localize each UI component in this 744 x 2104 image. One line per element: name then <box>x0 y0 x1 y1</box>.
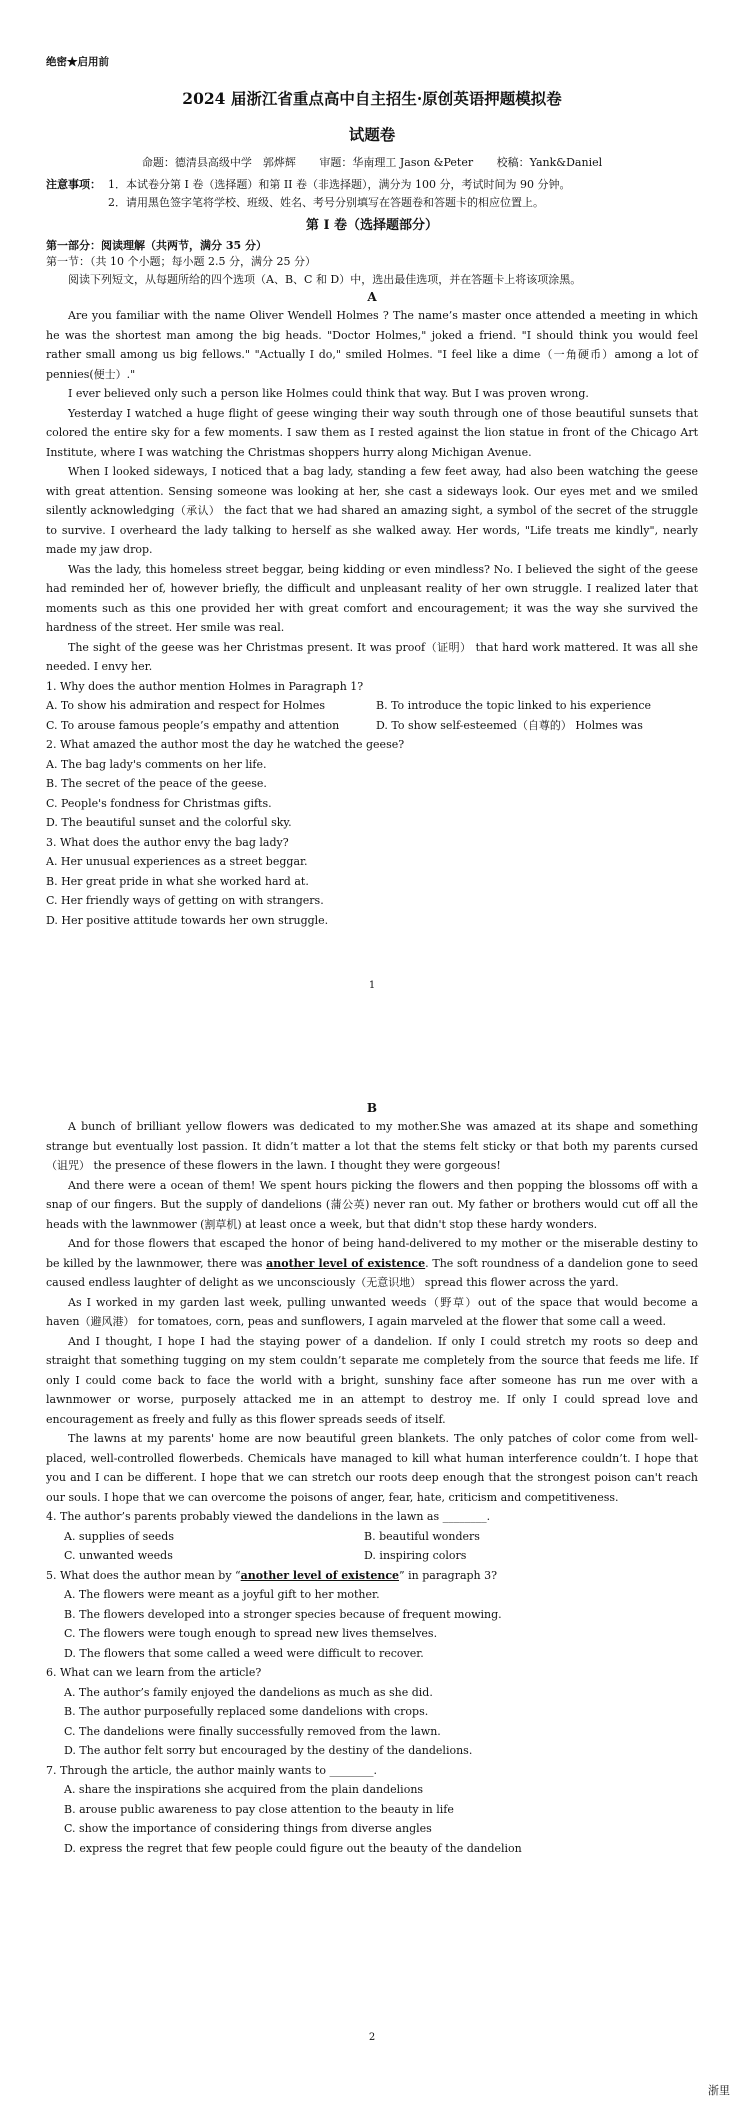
option-a: A. Her unusual experiences as a street beggar. <box>46 855 308 868</box>
notice-item: 1．本试卷分第 I 卷（选择题）和第 II 卷（非选择题），满分为 100 分，考试时间为 90 分钟。 <box>108 178 571 191</box>
passage-b-paragraph <box>46 1234 698 1293</box>
reviewer: 审题：华南理工 Jason &Peter <box>319 156 474 169</box>
passage-b-title: B <box>366 1101 378 1115</box>
option-c: C. The flowers were tough enough to spread new lives themselves. <box>64 1627 438 1640</box>
volume-title: 第 I 卷（选择题部分） <box>305 218 439 233</box>
passage-b-paragraph: The lawns at my parents' home are now beautiful green blankets. The only patches of color come from well-placed, well-controlled flowerbeds. Chemicals have managed to kill what human interference couldn’t. I hope that you and I can be different. I hope that we can stretch our roots deep enough that the strongest poison can't reach our souls. I hope that we can overcome the poisons of anger, fear, hate, criticism and competitiveness. <box>46 1432 698 1504</box>
passage-a-paragraph: I ever believed only such a person like Holmes could think that way. But I was proven wrong. <box>68 387 589 400</box>
option-c: C. People's fondness for Christmas gifts. <box>46 796 272 810</box>
passage-a-paragraph: The sight of the geese was her Christmas present. It was proof（证明） that hard work mattered. It was all she needed. I envy her. <box>46 640 698 673</box>
option-c: C. unwanted weeds <box>64 1549 173 1562</box>
secret-label: 绝密★启用前 <box>46 56 109 68</box>
question-4-stem: 4. The author’s parents probably viewed the dandelions in the lawn as ________. <box>46 1510 491 1523</box>
page-2 <box>0 1052 744 2104</box>
section-title: 第一节：（共 10 个小题；每小题 2.5 分，满分 25 分） <box>46 255 316 268</box>
para3-text: . The soft roundness of a dandelion gone to seed caused endless laughter of delight as we unconsciously（无意识地） spread this flower across the yard. <box>46 1256 699 1289</box>
passage-b-paragraph: As I worked in my garden last week, pulling unwanted weeds（野草）out of the space that would become a haven（避风港） for tomatoes, corn, peas and sunflowers, I again marveled at the flower that some call a weed. <box>46 1295 698 1328</box>
page-number: 2 <box>368 2032 376 2043</box>
option-a: A. The flowers were meant as a joyful gift to her mother. <box>64 1588 380 1601</box>
option-d: D. The author felt sorry but encouraged by the destiny of the dandelions. <box>64 1744 473 1757</box>
option-b: B. Her great pride in what she worked hard at. <box>46 874 309 888</box>
page-2-content <box>46 1100 698 1858</box>
question-1-stem: 1. Why does the author mention Holmes in Paragraph 1? <box>46 679 364 693</box>
passage-a-paragraph: Yesterday I watched a huge flight of geese winging their way south through one of those beautiful sunsets that colored the entire sky for a few moments. I saw them as I rested against the lion statue in front of the Chicago Art Institute, where I was watching the Christmas shoppers hurry along Michigan Avenue. <box>46 406 698 459</box>
passage-b-paragraph: A bunch of brilliant yellow flowers was dedicated to my mother.She was amazed at its shape and something strange but eventually lost passion. It didn’t matter a lot that the stems felt sticky or that both my parents cursed（诅咒） the presence of these flowers in the lawn. I thought they were gorgeous! <box>46 1120 698 1172</box>
exam-subtitle: 试题卷 <box>348 125 396 144</box>
part-title: 第一部分：阅读理解（共两节，满分 35 分） <box>46 239 267 252</box>
option-d: D. The beautiful sunset and the colorful sky. <box>46 816 292 829</box>
question-4-options-row <box>46 1527 698 1547</box>
notice-items <box>108 176 571 212</box>
question-5-stem <box>46 1566 698 1586</box>
page-1-content <box>46 0 698 930</box>
option-b: B. The secret of the peace of the geese. <box>46 777 267 790</box>
corner-watermark: 浙里 <box>708 2084 730 2097</box>
question-1-options-row <box>46 716 698 736</box>
option-b: B. beautiful wonders <box>364 1529 480 1543</box>
option-a: A. supplies of seeds <box>64 1529 174 1543</box>
passage-a-paragraph: Are you familiar with the name Oliver Wendell Holmes ? The name’s master once attended a meeting in which he was the shortest man among the big heads. "Doctor Holmes," joked a friend. "I should think you would feel rather small among us big fellows." "Actually I do," smiled Holmes. "I feel like a dime（一角硬币）among a lot of pennies(便士）." <box>46 309 698 381</box>
para3-text: And for those flowers that escaped the honor of being hand-delivered to my mother or the miserable destiny to be killed by the lawnmower, there was <box>46 1237 698 1270</box>
option-c: C. To arouse famous people’s empathy and attention <box>46 718 340 732</box>
question-7-stem: 7. Through the article, the author mainly wants to ________. <box>46 1763 377 1777</box>
option-b: B. The flowers developed into a stronger species because of frequent mowing. <box>64 1607 502 1621</box>
question-3-stem: 3. What does the author envy the bag lady? <box>46 835 289 849</box>
option-d: D. express the regret that few people could figure out the beauty of the dandelion <box>64 1841 522 1855</box>
notice-label: 注意事项： <box>46 178 101 191</box>
passage-b-paragraph: And I thought, I hope I had the staying power of a dandelion. If only I could stretch my roots so deep and straight that something tugging on my stem couldn’t separate me completely from the source that feeds me life. If only I could come back to face the world with a bright, sunshiny face after someone has run me over with a lawnmower or worse, purposely attacked me in an attempt to destroy me. If only I could spread love and encouragement as freely and fully as this flower spreads seeds of itself. <box>46 1334 698 1426</box>
question-5-phrase: another level of existence <box>240 1568 400 1582</box>
option-c: C. Her friendly ways of getting on with strangers. <box>46 894 324 907</box>
proofreader: 校稿：Yank&Daniel <box>496 156 603 169</box>
question-1-options-row <box>46 696 698 716</box>
passage-a-paragraph: Was the lady, this homeless street beggar, being kidding or even mindless? No. I believed the sight of the geese had reminded her of, however briefly, the difficult and unpleasant reality of her own struggle. I realized later that moments such as this one provided her with great comfort and encouragement; it was the way she survived the hardness of the street. Her smile was real. <box>46 562 698 634</box>
page-number: 1 <box>368 980 376 991</box>
passage-a-title: A <box>367 290 377 304</box>
question-5-stem-start: 5. What does the author mean by “ <box>46 1568 241 1582</box>
question-4-options-row <box>46 1546 698 1566</box>
option-b: B. The author purposefully replaced some dandelions with crops. <box>64 1705 429 1718</box>
option-c: C. The dandelions were finally successfully removed from the lawn. <box>64 1724 441 1738</box>
option-a: A. To show his admiration and respect for Holmes <box>46 699 326 712</box>
option-a: A. The bag lady's comments on her life. <box>46 757 267 771</box>
question-5-stem-end: ” in paragraph 3? <box>399 1568 498 1582</box>
question-6-stem: 6. What can we learn from the article? <box>46 1666 262 1679</box>
passage-a-paragraph: When I looked sideways, I noticed that a bag lady, standing a few feet away, had also been watching the geese with great attention. Sensing someone was looking at her, she cast a sideways look. Our eyes met and we smiled silently acknowledging（承认） the fact that we had shared an amazing sight, a symbol of the secret of the struggle to survive. I overheard the lady talking to herself as she walked away. Her words, "Life treats me kindly", nearly made my jaw drop. <box>46 465 698 556</box>
option-a: A. The author’s family enjoyed the dandelions as much as she did. <box>64 1685 433 1699</box>
option-d: D. The flowers that some called a weed were difficult to recover. <box>64 1646 424 1660</box>
option-b: B. arouse public awareness to pay close attention to the beauty in life <box>64 1802 454 1816</box>
authors-line <box>46 154 698 170</box>
highlighted-phrase: another level of existence <box>266 1256 426 1270</box>
notice-block <box>46 176 698 212</box>
exam-title: 2024 届浙江省重点高中自主招生·原创英语押题模拟卷 <box>182 89 562 108</box>
option-d: D. Her positive attitude towards her own struggle. <box>46 913 329 927</box>
option-c: C. show the importance of considering things from diverse angles <box>64 1822 432 1835</box>
option-d: D. To show self-esteemed（自尊的） Holmes was <box>376 718 643 732</box>
option-b: B. To introduce the topic linked to his experience <box>376 699 652 712</box>
instructions: 阅读下列短文，从每题所给的四个选项（A、B、C 和 D）中，选出最佳选项，并在答题卡上将该项涂黑。 <box>68 273 582 286</box>
passage-b-paragraph: And there were a ocean of them! We spent hours picking the flowers and then popping the blossoms off with a snap of our fingers. But the supply of dandelions (蒲公英) never ran out. My father or brothers would cut off all the heads with the lawnmower (割草机) at least once a week, but that didn't stop these hardy wonders. <box>46 1178 698 1231</box>
option-a: A. share the inspirations she acquired from the plain dandelions <box>64 1783 424 1796</box>
option-d: D. inspiring colors <box>364 1549 467 1562</box>
question-2-stem: 2. What amazed the author most the day he watched the geese? <box>46 738 405 751</box>
notice-item: 2．请用黑色签字笔将学校、班级、姓名、考号分别填写在答题卷和答题卡的相应位置上。 <box>108 196 544 209</box>
proposer: 命题：德清县高级中学 郭烨辉 <box>141 156 296 169</box>
